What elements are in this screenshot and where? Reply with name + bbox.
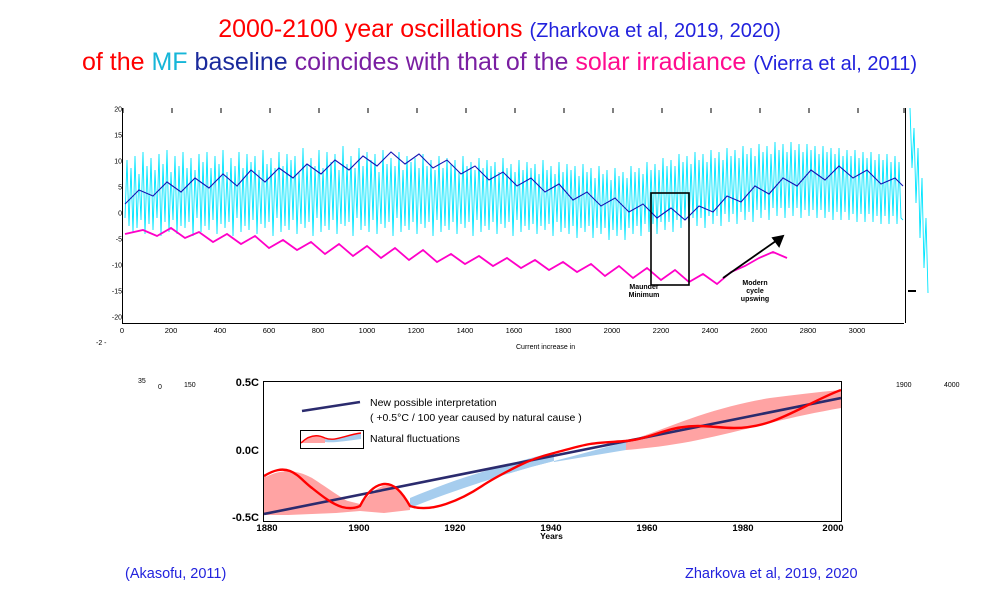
credit-zharkova: Zharkova et al, 2019, 2020 [685,566,858,582]
partial-overlapped-text: Current increase in [516,344,576,351]
title-line-2 [0,47,999,80]
legend-label-natural-fluctuations: Natural fluctuations [370,433,460,445]
x-tick-2800: 2800 [799,326,817,335]
y-tick-m20: -20 [111,314,122,322]
below-number-0: 0 [158,384,162,391]
x-tick-3000: 3000 [848,326,866,335]
y-tick-m5: -5 [115,236,122,244]
x-tick-1200: 1200 [407,326,425,335]
credit-akasofu: (Akasofu, 2011) [125,566,227,582]
title-baseline: baseline [187,48,295,76]
left-small-number: -2 - [96,340,107,347]
title-line-1 [0,14,999,47]
right-edge-cyan-fragment [904,108,932,298]
y-tick-m10: -10 [111,262,122,270]
top-chart-y-axis [96,104,122,324]
legend-label-interpretation: New possible interpretation [370,397,497,409]
x-tick-400: 400 [213,326,227,335]
legend-fluctuation-icon [301,431,361,446]
below-number-4000: 4000 [944,382,960,389]
y-tick-5: 5 [118,184,122,192]
x-tick-2400: 2400 [701,326,719,335]
x-tick-600: 600 [262,326,276,335]
x-tick-2200: 2200 [652,326,670,335]
legend-label-interpretation-detail: ( +0.5°C / 100 year caused by natural cause ) [370,412,582,424]
x-tick-1400: 1400 [456,326,474,335]
bottom-y-tick-00: 0.0C [235,445,259,457]
bottom-x-tick-1880: 1880 [256,523,278,534]
title-main-red: 2000-2100 year oscillations [218,15,523,43]
title-coincides: coincides with that of the [294,48,576,76]
below-number-150: 150 [184,382,196,389]
below-number-1900: 1900 [896,382,912,389]
x-tick-2600: 2600 [750,326,768,335]
bottom-chart-legend [300,397,600,449]
y-tick-20: 20 [114,106,122,114]
x-tick-800: 800 [311,326,325,335]
bottom-x-tick-1940: 1940 [540,523,562,534]
title-ref-zharkova: (Zharkova et al, 2019, 2020) [529,20,781,42]
maunder-minimum-label: Maunder Minimum [628,284,660,299]
title-ref-vierra: (Vierra et al, 2011) [753,53,918,75]
x-tick-200: 200 [164,326,178,335]
title-mf: MF [151,48,188,76]
legend-trend-line-icon [300,400,362,414]
y-tick-0: 0 [118,210,122,218]
right-axis-tick [908,290,916,292]
x-tick-1600: 1600 [505,326,523,335]
bottom-y-tick-m05: -0.5C [232,512,259,524]
bottom-x-tick-1960: 1960 [636,523,658,534]
below-number-35: 35 [138,378,146,385]
bottom-x-tick-1920: 1920 [444,523,466,534]
modern-cycle-upswing-label: Modern cycle upswing [740,280,770,303]
x-tick-1000: 1000 [358,326,376,335]
x-tick-2000: 2000 [603,326,621,335]
title-solar-irradiance: solar irradiance [575,48,747,76]
top-chart-x-ticklabels [119,104,904,344]
bottom-y-tick-05: 0.5C [235,377,259,389]
title-of-the: of the [81,48,152,76]
bottom-x-tick-1980: 1980 [732,523,754,534]
legend-fluctuation-swatch [300,430,364,449]
x-tick-1800: 1800 [554,326,572,335]
bottom-chart-x-title: Years [540,531,563,541]
y-tick-10: 10 [114,158,122,166]
page-title [0,14,999,80]
bottom-x-tick-2000: 2000 [822,523,844,534]
fill-below-trend [410,442,626,508]
bottom-x-tick-1900: 1900 [348,523,370,534]
y-tick-15: 15 [114,132,122,140]
y-tick-m15: -15 [111,288,122,296]
akasofu-temperature-chart [215,377,844,541]
x-tick-0: 0 [119,326,125,335]
